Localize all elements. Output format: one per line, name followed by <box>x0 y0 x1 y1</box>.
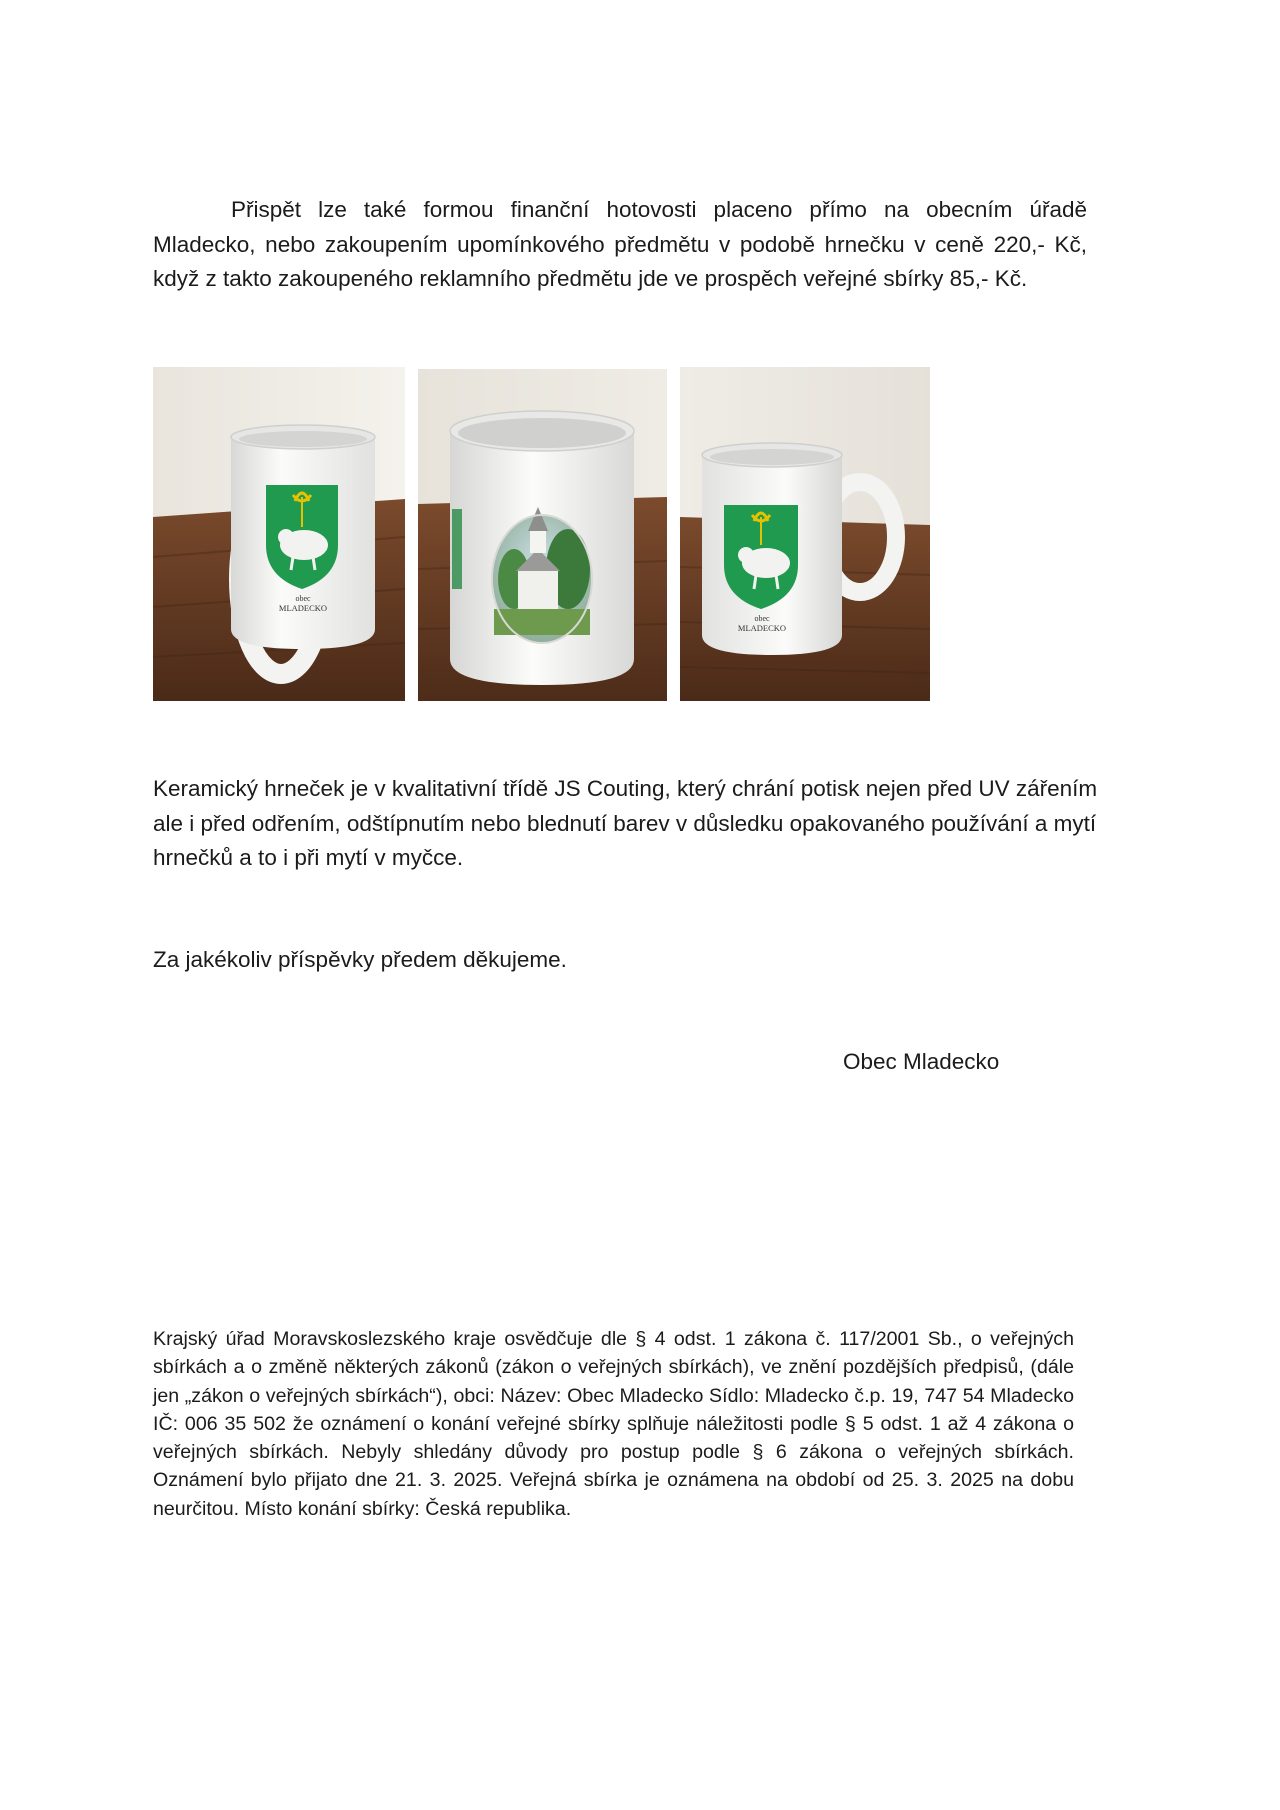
mug-photo-right <box>680 367 930 701</box>
signature: Obec Mladecko <box>843 1049 1000 1074</box>
mug-label-line1: obec <box>754 614 770 623</box>
mug-photo-left <box>153 367 405 701</box>
legal-certification-paragraph: Krajský úřad Moravskoslezského kraje osvědčuje dle § 4 odst. 1 zákona č. 117/2001 Sb., o veřejných sbírkách a o změně některých zákonů (zákon o veřejných sbírkách), ve znění pozdějších předpisů, (dále jen „zákon o veřejných sbírkách“), obci: Název: Obec Mladecko Sídlo: Mladecko č.p. 19, 747 54 Mladecko IČ: 006 35 502 že oznámení o konání veřejné sbírky splňuje náležitosti podle § 5 odst. 1 až 4 zákona o veřejných sbírkách. Nebyly shledány důvody pro postup podle § 6 zákona o veřejných sbírkách. Oznámení bylo přijato dne 21. 3. 2025. Veřejná sbírka je oznámena na období od 25. 3. 2025 na dobu neurčitou. Místo konání sbírky: Česká republika. <box>153 1328 1074 1520</box>
mug-coat-of-arms-image <box>153 367 405 701</box>
thanks-paragraph: Za jakékoliv příspěvky předem děkujeme. <box>153 947 567 972</box>
mug-label-line1: obec <box>295 594 311 603</box>
mug-label-line2: MLADECKO <box>278 603 328 613</box>
mug-coat-of-arms-image <box>680 367 930 701</box>
mug-label-line2: MLADECKO <box>737 623 787 633</box>
mug-photo-center <box>418 369 667 701</box>
intro-paragraph: Přispět lze také formou finanční hotovosti placeno přímo na obecním úřadě Mladecko, nebo zakoupením upomínkového předmětu v podobě hrnečku v ceně 220,- Kč, když z takto zakoupeného reklamního předmětu jde ve prospěch veřejné sbírky 85,- Kč. <box>153 197 1087 291</box>
quality-paragraph: Keramický hrneček je v kvalitativní třídě JS Couting, který chrání potisk nejen před UV zářením ale i před odřením, odštípnutím nebo blednutí barev v důsledku opakovaného používání a mytí hrnečků a to i při mytí v myčce. <box>153 776 1098 870</box>
mug-church-image <box>418 369 667 701</box>
